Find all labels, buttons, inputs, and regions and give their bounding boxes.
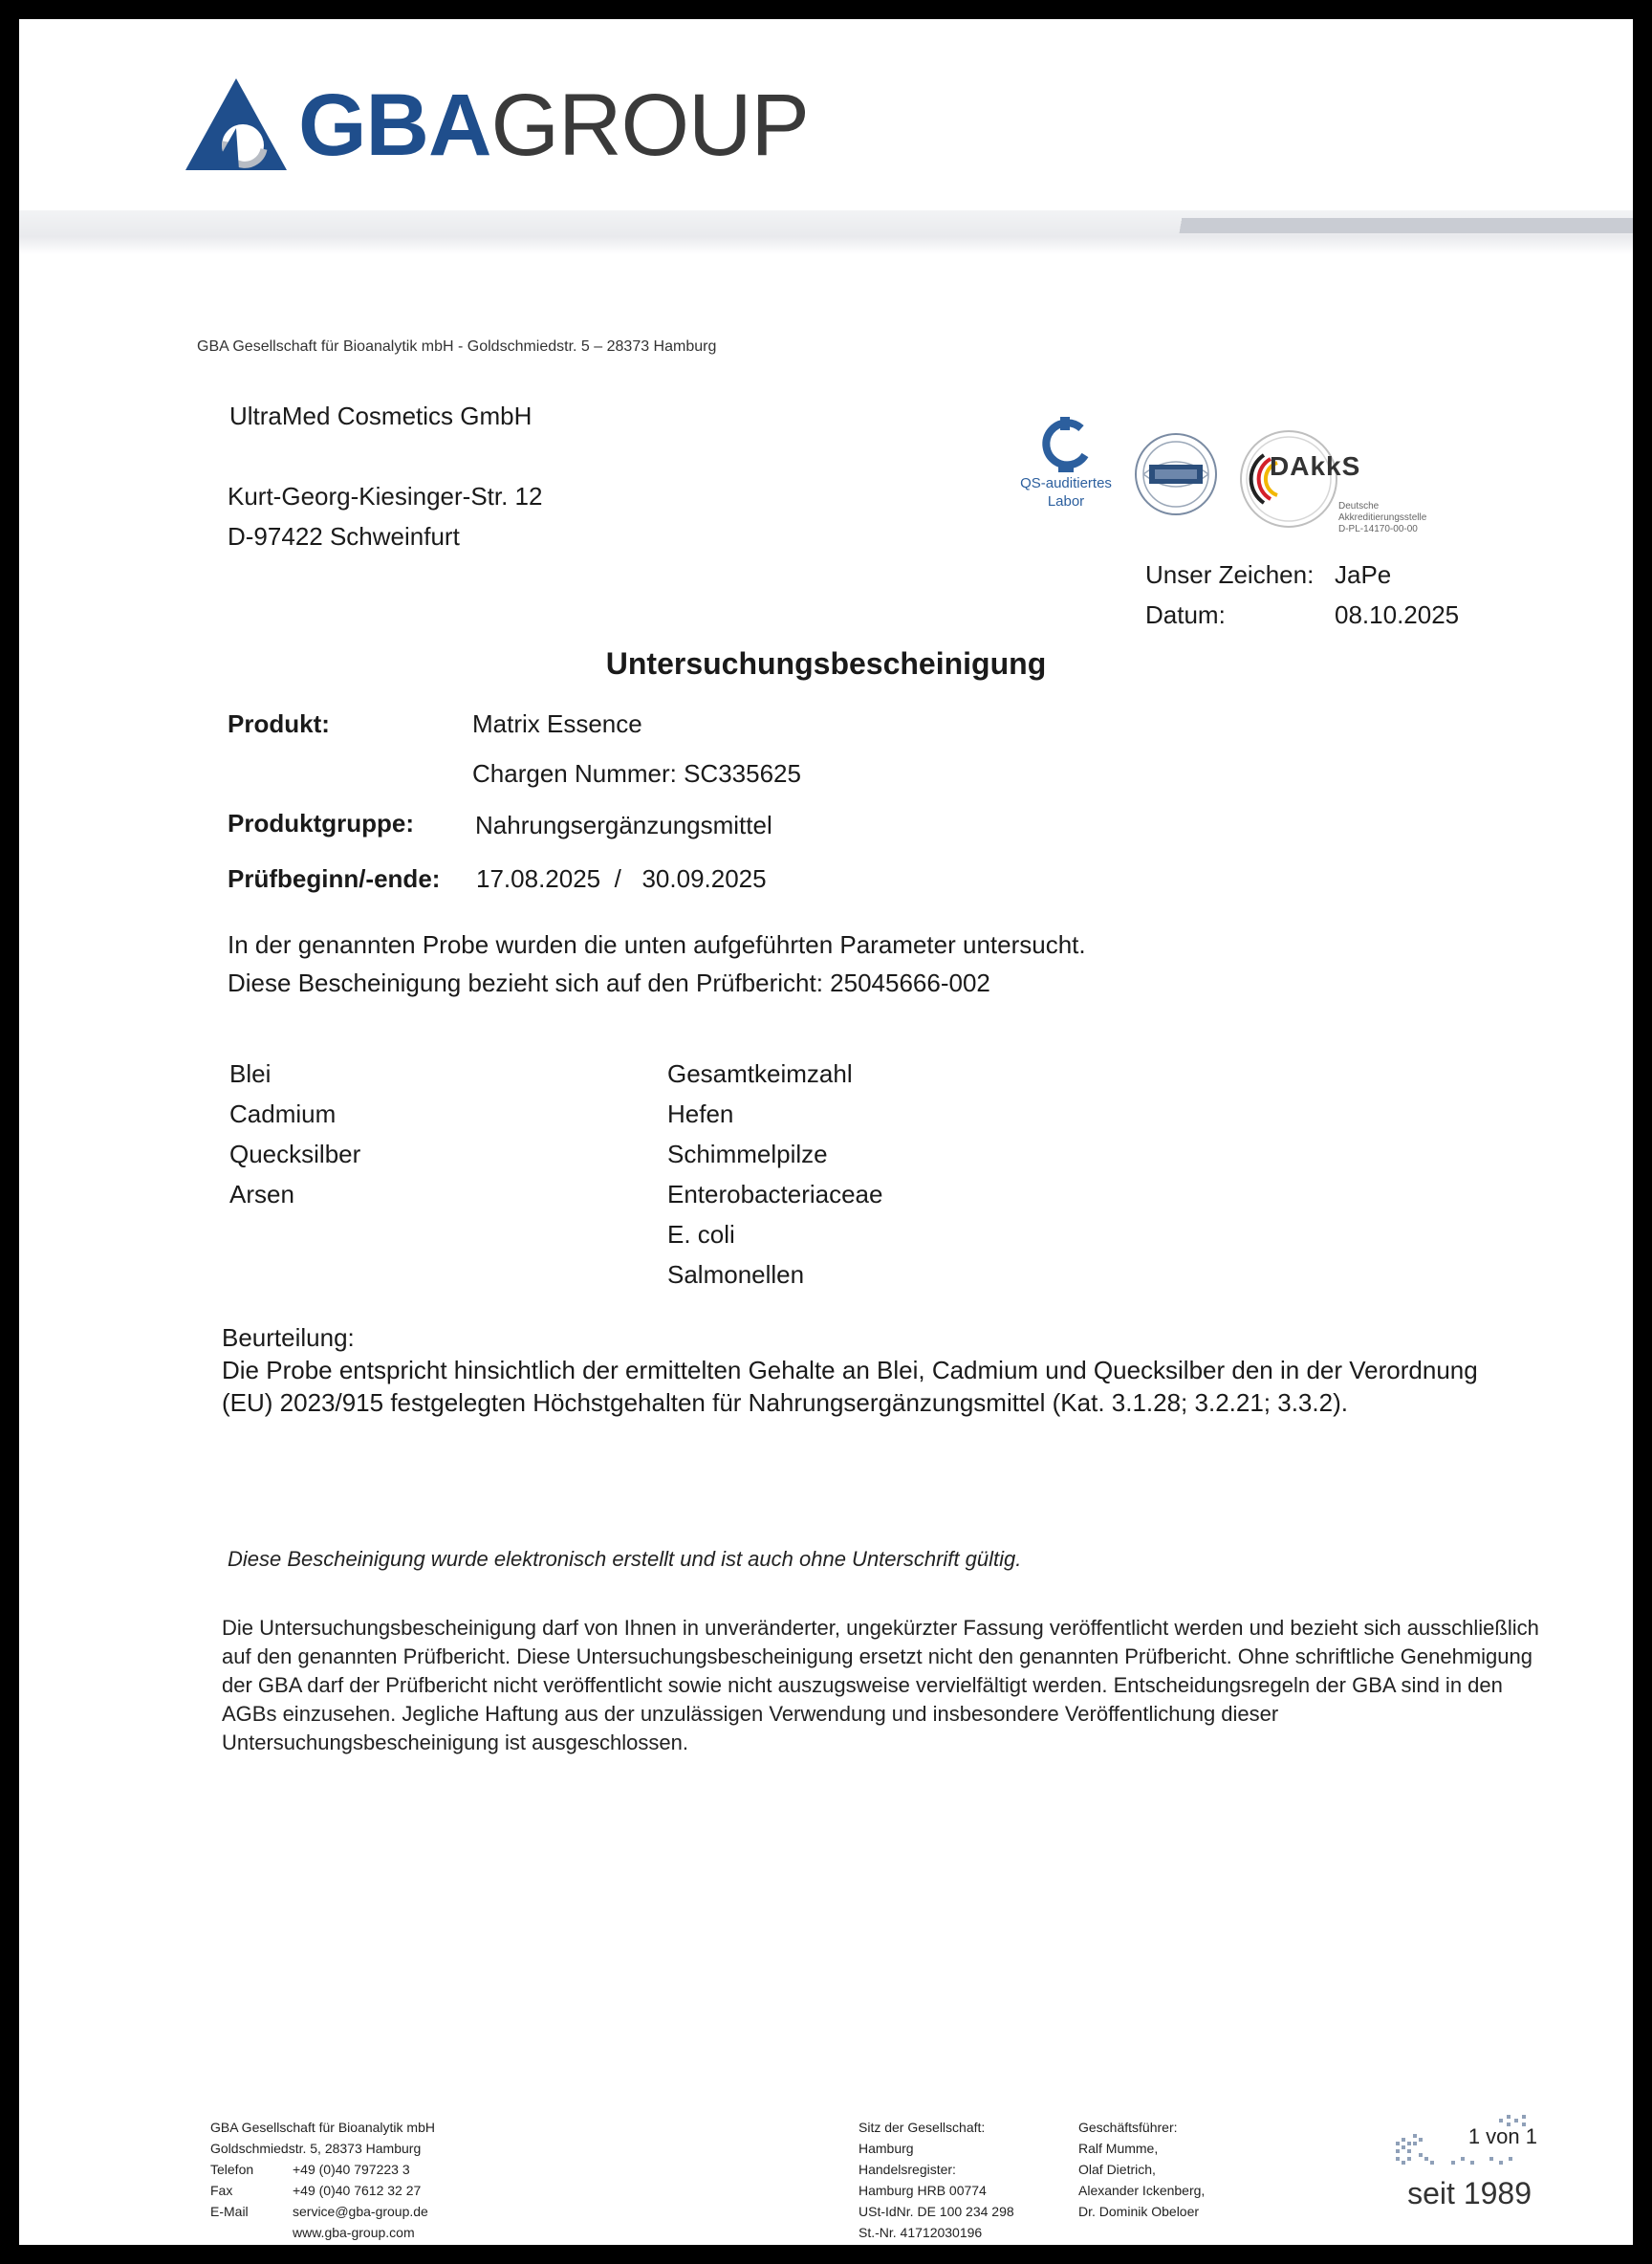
parameter-item: E. coli <box>667 1220 735 1249</box>
certificate-page <box>19 19 1633 2245</box>
footer-reg-line: Handelsregister: <box>859 2162 956 2177</box>
parameter-item: Hefen <box>667 1099 734 1128</box>
footer-contact-label: E-Mail <box>210 2204 249 2219</box>
footer-mgmt-line: Ralf Mumme, <box>1078 2141 1159 2156</box>
gba-logo-triangle-icon <box>184 76 289 172</box>
qs-seal-line2: Labor <box>1047 493 1085 510</box>
footer-contact-label: Fax <box>210 2183 233 2198</box>
footer-mgmt-line: Dr. Dominik Obeloer <box>1078 2204 1200 2219</box>
footer-reg-line: St.-Nr. 41712030196 <box>859 2225 983 2240</box>
product-group-value: Nahrungsergänzungsmittel <box>475 811 772 839</box>
date-value: 08.10.2025 <box>1335 600 1460 629</box>
footer-address: Goldschmiedstr. 5, 28373 Hamburg <box>210 2141 422 2156</box>
footer-mgmt-line: Alexander Ickenberg, <box>1078 2183 1206 2198</box>
parameter-item: Blei <box>229 1059 272 1088</box>
qs-seal-line1: QS-auditiertes <box>1020 475 1112 491</box>
intro-text <box>228 925 1470 1002</box>
footer-mgmt-line: Olaf Dietrich, <box>1078 2162 1156 2177</box>
intro-line1: In der genannten Probe wurden die unten aufgeführten Parameter untersucht. <box>228 930 1086 959</box>
dakks-wordmark: DAkkS <box>1270 451 1361 481</box>
parameter-list-microbiology <box>667 1054 882 1295</box>
logo-bold-text: GBA <box>298 76 491 174</box>
footer-contact-label: Telefon <box>210 2162 254 2177</box>
product-label: Produkt: <box>228 709 330 738</box>
parameter-item: Quecksilber <box>229 1140 361 1168</box>
parameter-item: Arsen <box>229 1180 294 1208</box>
footer-email[interactable]: service@gba-group.de <box>293 2204 428 2219</box>
parameter-item: Enterobacteriaceae <box>667 1180 883 1208</box>
footer-reg-line: Hamburg HRB 00774 <box>859 2183 987 2198</box>
header-band-accent <box>1164 218 1633 233</box>
intro-line2: Diese Bescheinigung bezieht sich auf den Prüfbericht: 25045666-002 <box>228 969 990 997</box>
recipient-name: UltraMed Cosmetics GmbH <box>229 402 533 430</box>
footer-company: GBA Gesellschaft für Bioanalytik mbH <box>210 2120 435 2135</box>
date-label: Datum: <box>1145 600 1226 629</box>
electronic-note: Diese Bescheinigung wurde elektronisch erstellt und ist auch ohne Unterschrift gültig. <box>228 1547 1022 1571</box>
page-counter: 1 von 1 <box>1467 2124 1537 2148</box>
recipient-city: D-97422 Schweinfurt <box>228 522 460 551</box>
assessment-heading: Beurteilung: <box>222 1323 355 1352</box>
dakks-sub-line3: D-PL-14170-00-00 <box>1338 524 1418 534</box>
dakks-sub-line2: Akkreditierungsstelle <box>1338 512 1427 523</box>
test-period-label: Prüfbeginn/-ende: <box>228 864 441 893</box>
assessment-section <box>222 1321 1503 1419</box>
header-band <box>19 210 1633 254</box>
product-group-label: Produktgruppe: <box>228 809 414 838</box>
footer-registration <box>859 2117 1050 2243</box>
product-value: Matrix Essence <box>472 709 642 738</box>
footer-phone: +49 (0)40 797223 3 <box>293 2162 410 2177</box>
footer-contact-label <box>210 2222 293 2243</box>
footer-mgmt-line: Geschäftsführer: <box>1078 2120 1178 2135</box>
dakks-seal <box>1231 426 1461 532</box>
disclaimer-text: Die Untersuchungsbescheinigung darf von Ihnen in unveränderter, ungekürzter Fassung veröffentlicht werden und bezieht sich ausschließlich auf den genannten Prüfbericht. Diese Untersuchungsbescheinigung ersetzt nicht den genannten Prüfbericht. Ohne schriftliche Genehmigung der GBA darf der Prüfbericht nicht veröffentlicht sowie nicht auszugsweise vervielfältigt werden. Entscheidungsregeln der GBA sind in den AGBs einzusehen. Jegliche Haftung aus der unzulässigen Verwendung und insbesondere Veröffentlichung dieser Untersuchungsbescheinigung ist ausgeschlossen. <box>222 1616 1539 1754</box>
since-text: seit 1989 <box>1407 2176 1532 2210</box>
round-accreditation-seal-icon <box>1132 430 1220 518</box>
footer-management <box>1078 2117 1270 2222</box>
parameter-item: Schimmelpilze <box>667 1140 828 1168</box>
dakks-sub-line1: Deutsche <box>1338 501 1380 512</box>
qs-logo-icon <box>1039 417 1093 474</box>
parameter-item: Gesamtkeimzahl <box>667 1059 853 1088</box>
reference-label: Unser Zeichen: <box>1145 560 1315 589</box>
sender-line: GBA Gesellschaft für Bioanalytik mbH - Goldschmiedstr. 5 – 28373 Hamburg <box>197 338 717 355</box>
footer-seal <box>1384 2103 1576 2218</box>
parameter-list-metals <box>229 1054 360 1214</box>
footer-fax: +49 (0)40 7612 32 27 <box>293 2183 422 2198</box>
test-period-value: 17.08.2025 / 30.09.2025 <box>476 864 767 893</box>
qs-seal <box>994 417 1138 511</box>
footer-contact <box>210 2117 435 2243</box>
batch-number: Chargen Nummer: SC335625 <box>472 759 801 788</box>
footer-website[interactable]: www.gba-group.com <box>293 2225 415 2240</box>
footer-reg-line: Sitz der Gesellschaft: <box>859 2120 986 2135</box>
parameter-item: Salmonellen <box>667 1260 805 1289</box>
parameter-item: Cadmium <box>229 1099 337 1128</box>
assessment-text: Die Probe entspricht hinsichtlich der ermittelten Gehalte an Blei, Cadmium und Quecksilber den in der Verordnung (EU) 2023/915 festgelegten Höchstgehalten für Nahrungsergänzungsmittel (Kat. 3.1.28; 3.2.21; 3.3.2). <box>222 1356 1478 1417</box>
footer-reg-line: Hamburg <box>859 2141 914 2156</box>
footer-reg-line: USt-IdNr. DE 100 234 298 <box>859 2204 1014 2219</box>
document-title: Untersuchungsbescheinigung <box>605 646 1047 681</box>
logo-light-text: GROUP <box>490 76 809 174</box>
reference-value: JaPe <box>1335 560 1392 589</box>
recipient-street: Kurt-Georg-Kiesinger-Str. 12 <box>228 482 543 511</box>
